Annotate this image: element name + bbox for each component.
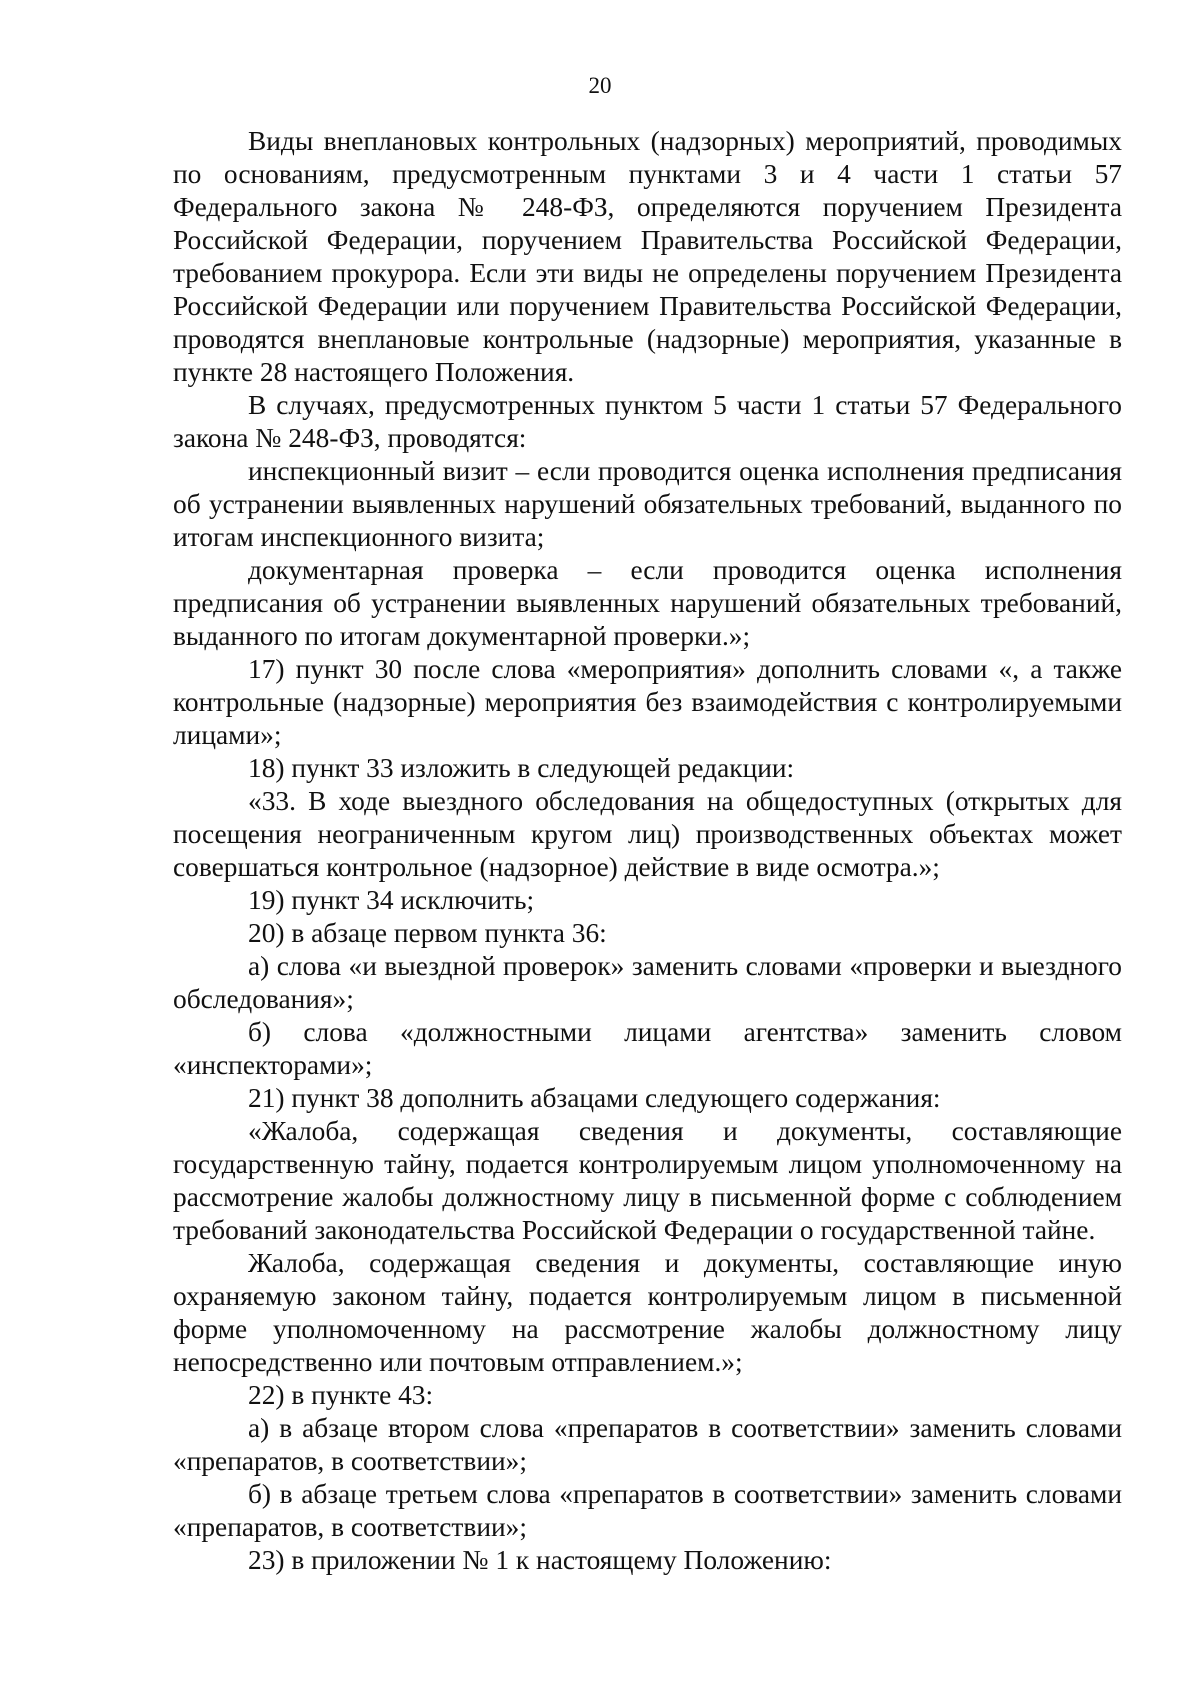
paragraph: документарная проверка – если проводится оценка исполнения предписания об устранении выявленных нарушений обязательных требований, выданного по итогам документарной проверки.»; (173, 555, 1122, 651)
paragraph: а) слова «и выездной проверок» заменить словами «проверки и выездного обследования»; (173, 951, 1122, 1014)
paragraph: 19) пункт 34 исключить; (248, 885, 535, 915)
paragraph: инспекционный визит – если проводится оценка исполнения предписания об устранении выявленных нарушений обязательных требований, выданного по итогам инспекционного визита; (173, 456, 1122, 552)
paragraph: Виды внеплановых контрольных (надзорных) мероприятий, проводимых по основаниям, предусмотренным пунктами 3 и 4 части 1 статьи 57 Федерального закона № 248-ФЗ, определяются поручением Президента Российской Федерации, поручением Правительства Российской Федерации, требованием прокурора. Если эти виды не определены поручением Президента Российской Федерации или поручением Правительства Российской Федерации, проводятся внеплановые контрольные (надзорные) мероприятия, указанные в пункте 28 настоящего Положения. (173, 126, 1122, 387)
page-number: 20 (588, 73, 612, 98)
paragraph: а) в абзаце втором слова «препаратов в соответствии» заменить словами «препаратов, в соответствии»; (173, 1413, 1122, 1476)
paragraph: «Жалоба, содержащая сведения и документы, составляющие государственную тайну, подается контролируемым лицом уполномоченному на рассмотрение жалобы должностному лицу в письменной форме с соблюдением требований законодательства Российской Федерации о государственной тайне. (173, 1116, 1122, 1245)
paragraph: 22) в пункте 43: (248, 1380, 434, 1410)
paragraph: Жалоба, содержащая сведения и документы, составляющие иную охраняемую законом тайну, подается контролируемым лицом в письменной форме уполномоченному на рассмотрение жалобы должностному лицу непосредственно или почтовым отправлением.»; (173, 1248, 1122, 1377)
paragraph: В случаях, предусмотренных пунктом 5 части 1 статьи 57 Федерального закона № 248-ФЗ, проводятся: (173, 390, 1122, 453)
paragraph: 21) пункт 38 дополнить абзацами следующего содержания: (248, 1083, 941, 1113)
paragraph: 20) в абзаце первом пункта 36: (248, 918, 607, 948)
paragraph: б) в абзаце третьем слова «препаратов в соответствии» заменить словами «препаратов, в соответствии»; (173, 1479, 1122, 1542)
document-body (173, 125, 1122, 1577)
paragraph: 23) в приложении № 1 к настоящему Положению: (248, 1545, 832, 1575)
paragraph: «33. В ходе выездного обследования на общедоступных (открытых для посещения неограниченным кругом лиц) производственных объектах может совершаться контрольное (надзорное) действие в виде осмотра.»; (173, 786, 1122, 882)
paragraph: 18) пункт 33 изложить в следующей редакции: (248, 753, 795, 783)
paragraph: б) слова «должностными лицами агентства» заменить словом «инспекторами»; (173, 1017, 1122, 1080)
paragraph: 17) пункт 30 после слова «мероприятия» дополнить словами «, а также контрольные (надзорные) мероприятия без взаимодействия с контролируемыми лицами»; (173, 654, 1122, 750)
